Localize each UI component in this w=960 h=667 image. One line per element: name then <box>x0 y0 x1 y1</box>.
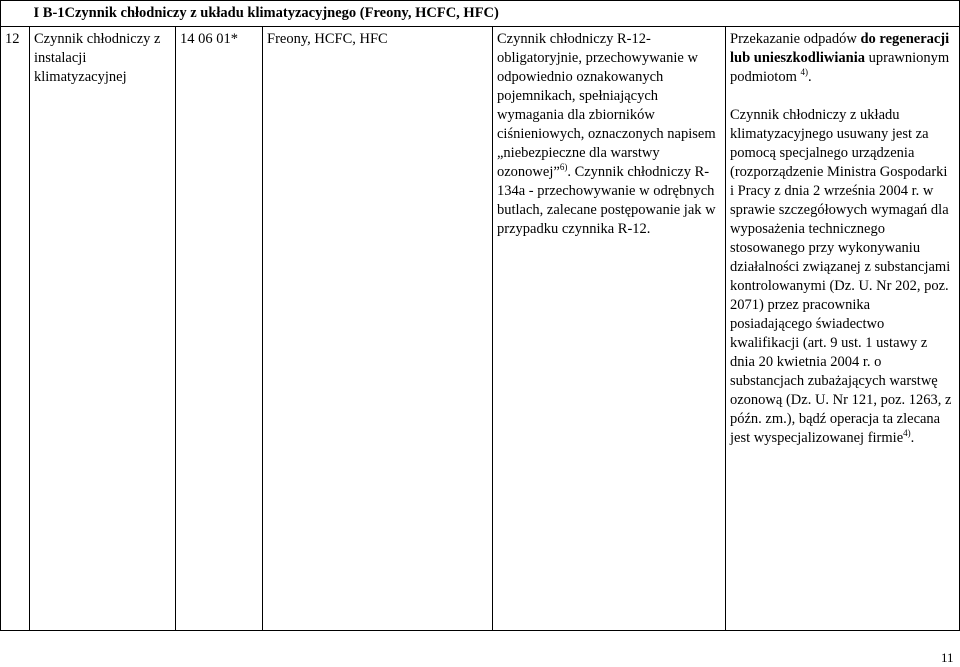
handling-paragraph-1: Przekazanie odpadów do regeneracji lub unieszkodliwiania uprawnionym podmiotom $^{4)}$. <box>730 31 950 85</box>
storage-text-1: Czynnik chłodniczy R-12-obligatoryjnie, przechowywanie w odpowiednio oznakowanych pojemnikach, spełniających wymagania dla zbiorników ciśnieniowych, oznaczonych napisem „niebezpieczne dla warstwy ozonowej” <box>497 31 716 180</box>
handling-footnote-1: 4) <box>800 67 808 77</box>
handling-paragraph-2: Czynnik chłodniczy z układu klimatyzacyjnego usuwany jest za pomocą specjalnego urządzenia (rozporządzenie Ministra Gospodarki i Pracy z dnia 2 września 2004 r. w sprawie szczegółowych wymagań dla wyposażenia technicznego stosowanego przy wykonywaniu działalności związanej z substancjami kontrolowanymi (Dz. U. Nr 202, poz. 2071) przez pracownika posiadającego świadectwo kwalifikacji (art. 9 ust. 1 ustawy z dnia 20 kwietnia 2004 r. o substancjach zubażających warstwę ozonową (Dz. U. Nr 121, poz. 1263, z późn. zm.), bądź operacja ta zlecana jest wyspecjalizowanej firmie$^{4)}$. <box>730 107 952 446</box>
header-spacer <box>1 1 30 27</box>
page-number: 11 <box>941 650 954 665</box>
waste-code-name: Freony, HCFC, HFC <box>263 27 493 631</box>
handling-footnote-2: 4) <box>903 428 911 438</box>
table-row <box>1 27 960 631</box>
row-name: Czynnik chłodniczy z instalacji klimatyzacyjnej <box>30 27 176 631</box>
handling-description <box>726 27 960 631</box>
table-header: I B-1Czynnik chłodniczy z układu klimatyzacyjnego (Freony, HCFC, HFC) <box>30 1 960 27</box>
table-header-row <box>1 1 960 27</box>
waste-code: 14 06 01* <box>176 27 263 631</box>
storage-footnote: 6) <box>559 162 568 172</box>
storage-text-2: . Czynnik chłodniczy R-134a - przechowywanie w odrębnych butlach, zalecane postępowanie jak w przypadku czynnika R-12. <box>497 164 716 237</box>
row-number: 12 <box>1 27 30 631</box>
storage-description <box>493 27 726 631</box>
